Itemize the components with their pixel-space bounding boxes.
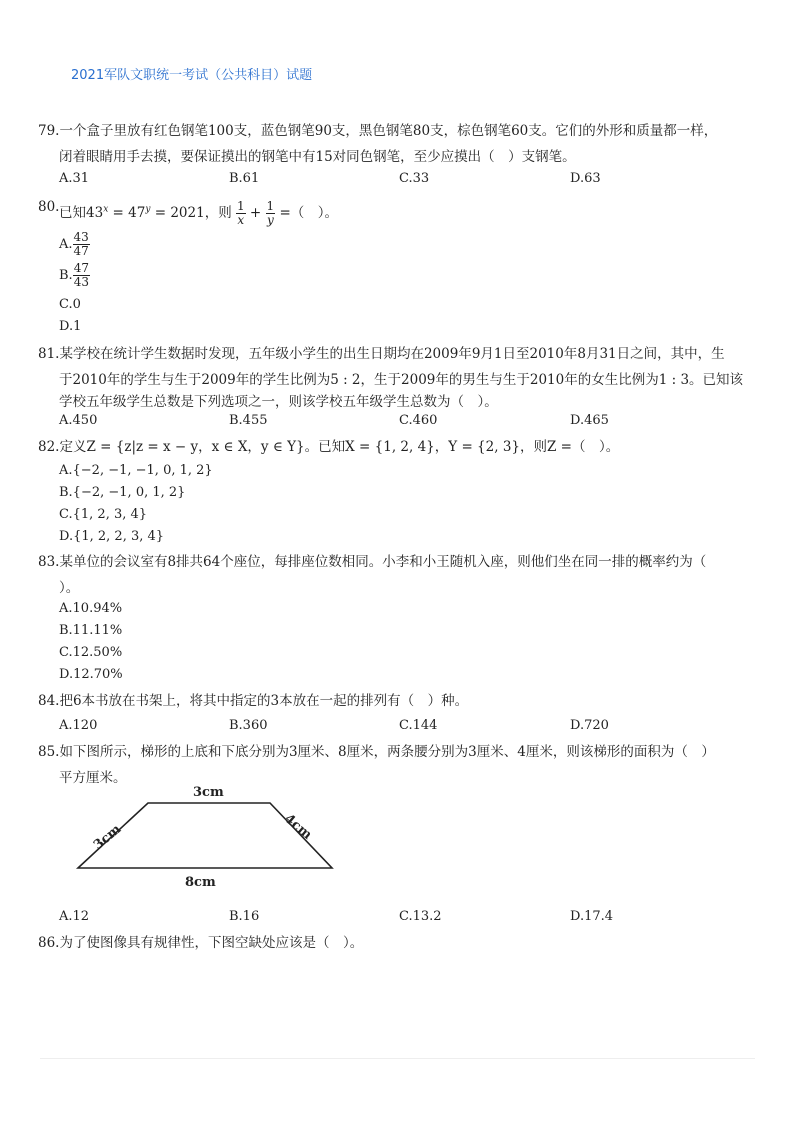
- frac-denominator: 43: [73, 275, 89, 289]
- question-83-line2: ）。: [59, 580, 80, 596]
- question-79-line2: 闭着眼睛用手去摸，要保证摸出的钢笔中有15对同色钢笔，至少应摸出（ ）支钢笔。: [59, 149, 576, 165]
- question-85-line2: 平方厘米。: [59, 770, 127, 786]
- option-c[interactable]: C.33: [399, 171, 430, 186]
- label-top: 3cm: [193, 785, 224, 800]
- frac-denominator: 47: [73, 244, 89, 258]
- option-b-fraction: [73, 262, 90, 289]
- frac-numerator: 47: [73, 261, 89, 275]
- question-79-line1: 79.一个盒子里放有红色钢笔100支，蓝色钢笔90支，黑色钢笔80支，棕色钢笔60支。它们的外形和质量都一样，: [38, 123, 718, 139]
- question-83-line1: 83.某单位的会议室有8排共64个座位，每排座位数相同。小李和小王随机入座，则他们坐在同一排的概率约为（: [38, 554, 707, 570]
- footer-divider: [40, 1058, 755, 1059]
- option-b[interactable]: B.455: [229, 413, 268, 428]
- option-c[interactable]: C.144: [399, 718, 438, 733]
- q80-fraction-1-over-x: [236, 200, 246, 227]
- option-c[interactable]: C.{1, 2, 3, 4}: [59, 507, 148, 522]
- question-81-line1: 81.某学校在统计学生数据时发现，五年级小学生的出生日期均在2009年9月1日至2010年8月31日之间，其中，生: [38, 346, 725, 362]
- question-84-line1: 84.把6本书放在书架上，将其中指定的3本放在一起的排列有（ ）种。: [38, 693, 469, 709]
- option-label: A.: [59, 237, 73, 252]
- option-b[interactable]: B.360: [229, 718, 268, 733]
- frac-numerator: 1: [237, 199, 245, 213]
- option-a[interactable]: A.12: [59, 909, 90, 924]
- option-c[interactable]: C.12.50%: [59, 645, 123, 660]
- q80-text-b: = 47: [108, 205, 146, 221]
- frac-numerator: 43: [73, 230, 89, 244]
- frac-denominator: x: [237, 213, 245, 227]
- option-a[interactable]: A.450: [59, 413, 98, 428]
- option-d[interactable]: D.63: [570, 171, 601, 186]
- option-a[interactable]: A.31: [59, 171, 90, 186]
- question-85-line1: 85.如下图所示，梯形的上底和下底分别为3厘米、8厘米，两条腰分别为3厘米、4厘米，则该梯形的面积为（ ）: [38, 744, 715, 760]
- option-d[interactable]: D.720: [570, 718, 609, 733]
- page-header-title: 2021军队文职统一考试（公共科目）试题: [71, 68, 313, 83]
- q80-plus: +: [245, 205, 266, 221]
- q80-text-c: = 2021，则: [150, 205, 232, 221]
- trapezoid-figure: [60, 780, 350, 895]
- question-86-line1: 86.为了使图像具有规律性，下图空缺处应该是（ ）。: [38, 935, 364, 951]
- question-81-line2: 于2010年的学生与生于2009年的学生比例为5 : 2，生于2009年的男生与生于2010年的女生比例为1 : 3。已知该: [59, 372, 744, 388]
- option-a[interactable]: A.120: [59, 718, 98, 733]
- option-c[interactable]: C.0: [59, 297, 81, 312]
- option-a[interactable]: [59, 231, 90, 258]
- question-80-number: 80.: [38, 199, 60, 215]
- question-82-line1: 82.定义Z = {z|z = x − y，x ∈ X，y ∈ Y}。已知X = {1, 2, 4}，Y = {2, 3}，则Z =（ ）。: [38, 439, 620, 455]
- option-b[interactable]: B.11.11%: [59, 623, 123, 638]
- q80-sup-y: y: [145, 204, 151, 215]
- q80-text-d: =（ ）。: [275, 205, 339, 221]
- option-a[interactable]: A.10.94%: [59, 601, 123, 616]
- option-a-fraction: [73, 231, 90, 258]
- option-d[interactable]: D.12.70%: [59, 667, 123, 682]
- option-c[interactable]: C.460: [399, 413, 438, 428]
- option-d[interactable]: D.{1, 2, 2, 3, 4}: [59, 529, 165, 544]
- frac-denominator: y: [266, 213, 274, 227]
- q80-text-a: 已知43: [59, 205, 104, 221]
- question-81-line3: 学校五年级学生总数是下列选项之一，则该学校五年级学生总数为（ ）。: [59, 394, 498, 410]
- q80-sup-x: x: [103, 204, 109, 215]
- option-d[interactable]: D.465: [570, 413, 609, 428]
- label-left: 3cm: [90, 821, 125, 854]
- option-label: B.: [59, 268, 73, 283]
- label-bottom: 8cm: [185, 875, 216, 890]
- option-b[interactable]: B.61: [229, 171, 260, 186]
- option-b[interactable]: [59, 262, 90, 289]
- frac-numerator: 1: [266, 199, 275, 213]
- option-a[interactable]: A.{−2, −1, −1, 0, 1, 2}: [59, 463, 213, 478]
- option-c[interactable]: C.13.2: [399, 909, 442, 924]
- option-b[interactable]: B.16: [229, 909, 260, 924]
- option-d[interactable]: D.17.4: [570, 909, 614, 924]
- label-right: 4cm: [281, 811, 315, 843]
- option-d[interactable]: D.1: [59, 319, 82, 334]
- question-80-stem: [59, 200, 338, 227]
- q80-fraction-1-over-y: [266, 200, 276, 227]
- option-b[interactable]: B.{−2, −1, 0, 1, 2}: [59, 485, 186, 500]
